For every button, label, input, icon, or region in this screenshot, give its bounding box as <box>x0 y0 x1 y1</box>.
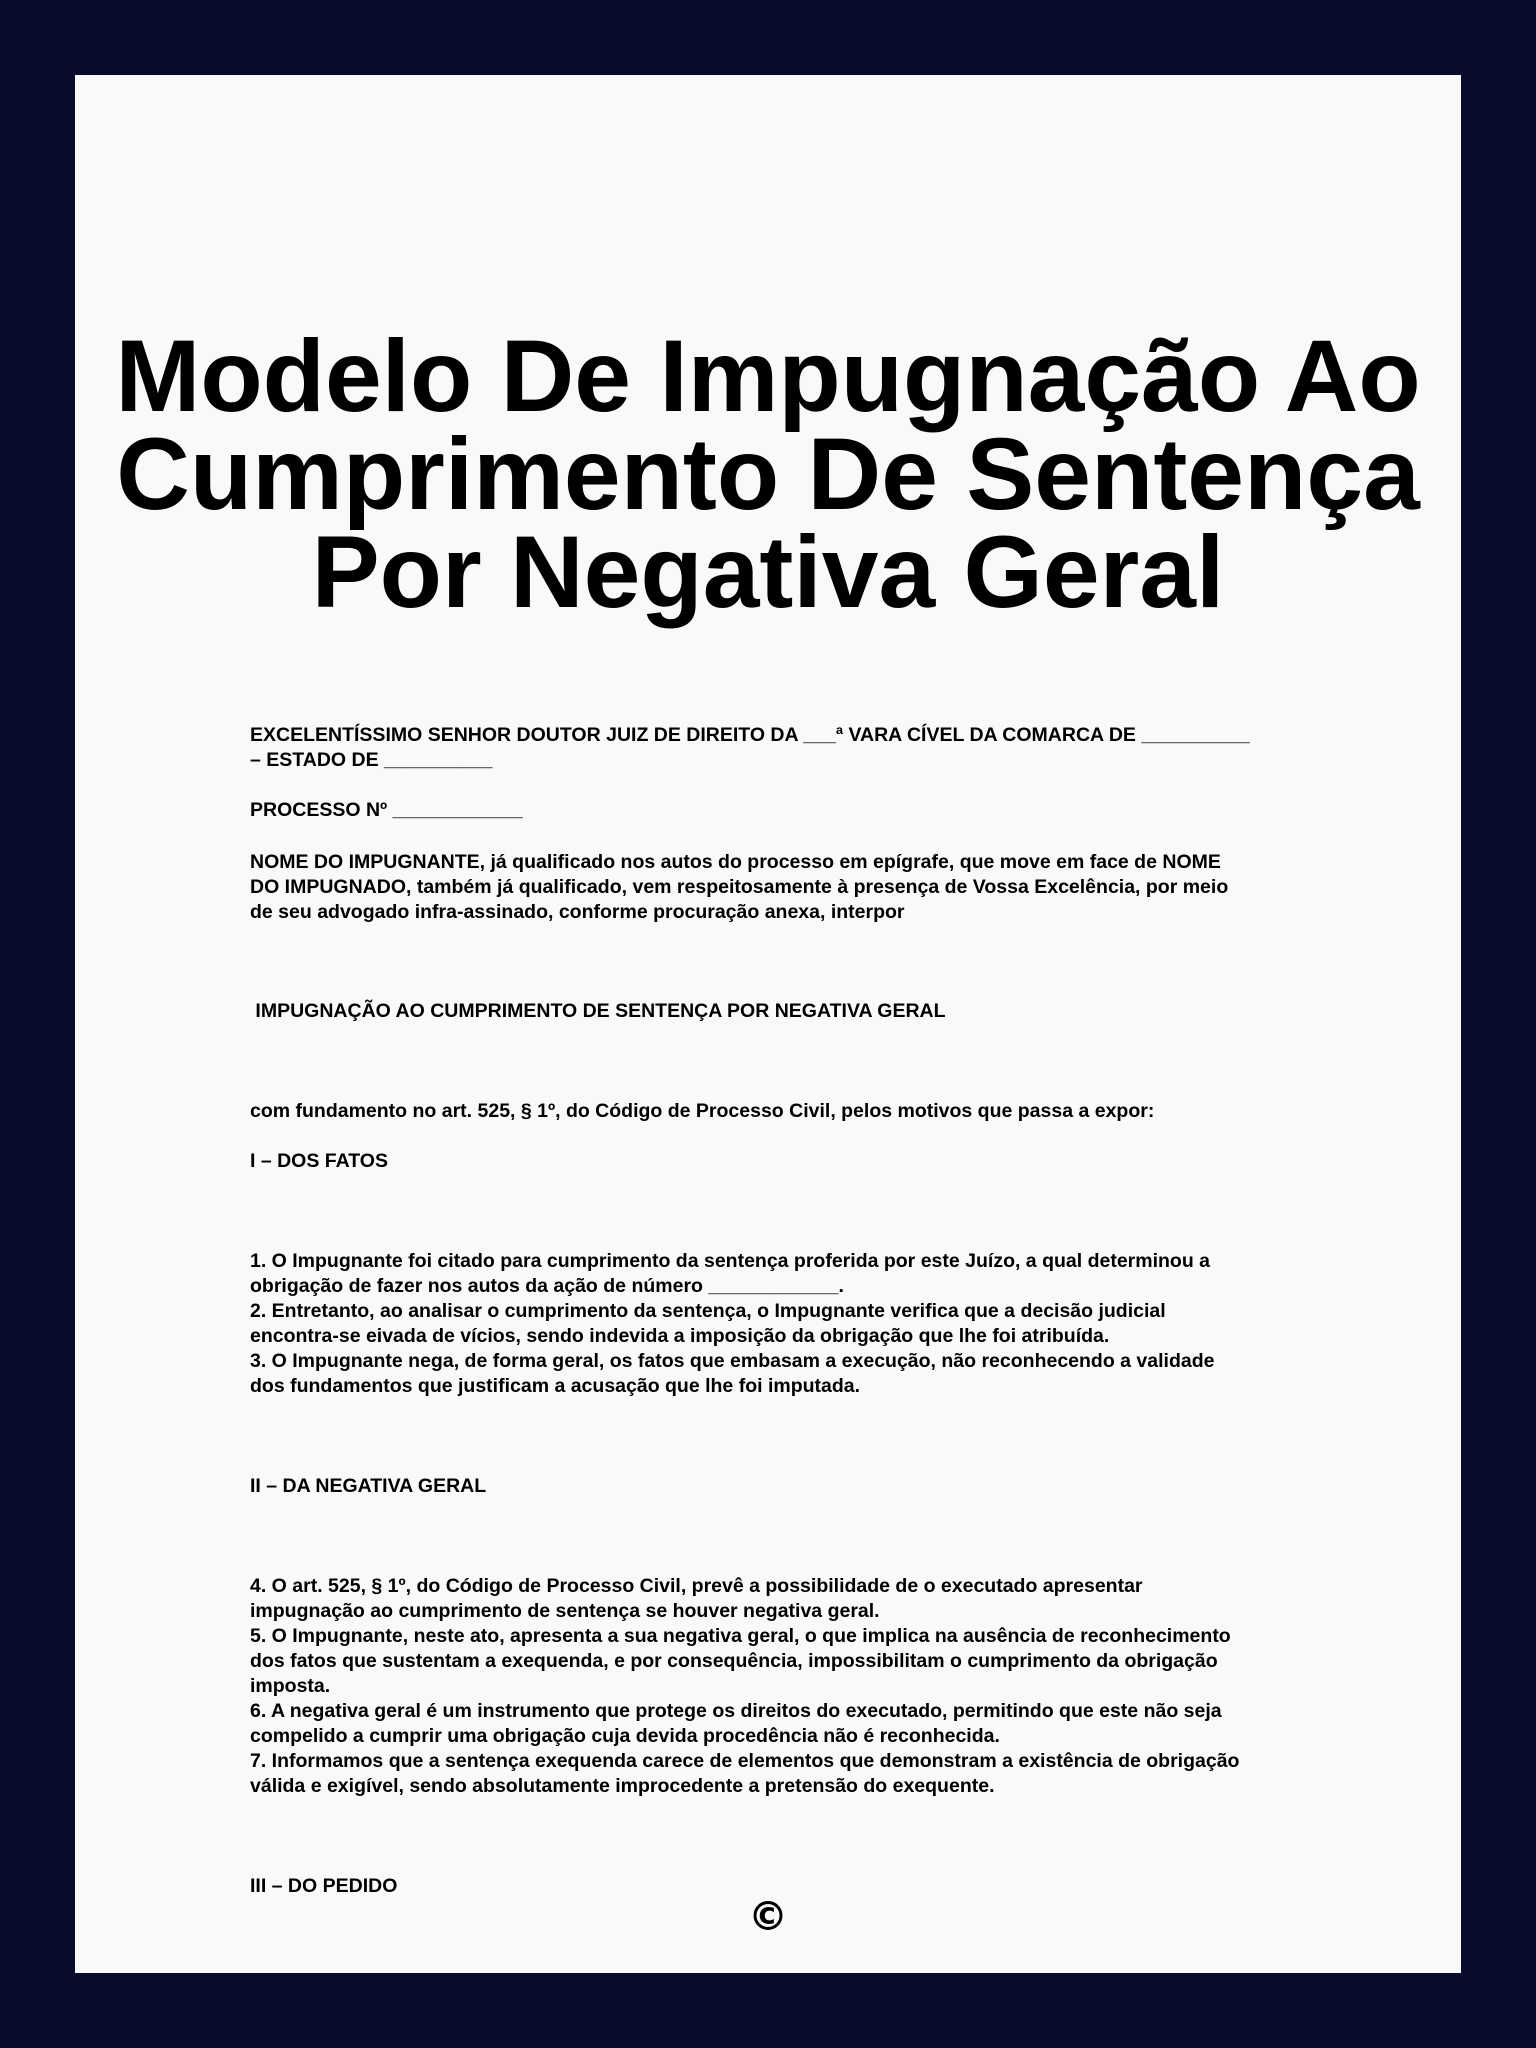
list-item: impugnação ao cumprimento de sentença se houver negativa geral. <box>250 1600 880 1622</box>
list-item: dos fatos que sustentam a exequenda, e por consequência, impossibilitam o cumprimento da obrigação <box>250 1650 1218 1672</box>
title-line: Modelo De Impugnação Ao <box>115 319 1421 433</box>
section-heading-text: II – DA NEGATIVA GERAL <box>250 1475 487 1497</box>
list-item: 6. A negativa geral é um instrumento que protege os direitos do executado, permitindo que este não seja <box>250 1700 1222 1722</box>
list-item: dos fundamentos que justificam a acusação que lhe foi imputada. <box>250 1375 861 1397</box>
section-negativa-items <box>250 1574 1290 1799</box>
foundation-paragraph <box>250 1099 1290 1124</box>
petition-title <box>250 999 1290 1024</box>
title-line: Cumprimento De Sentença <box>116 417 1420 531</box>
intro-paragraph <box>250 850 1290 925</box>
addressee-line: – ESTADO DE __________ <box>250 749 493 771</box>
document-title <box>75 319 1461 629</box>
list-item: encontra-se eivada de vícios, sendo indevida a imposição da obrigação que lhe foi atribuída. <box>250 1325 1110 1347</box>
list-item: 1. O Impugnante foi citado para cumprimento da sentença proferida por este Juízo, a qual determinou a <box>250 1250 1211 1272</box>
list-item: válida e exigível, sendo absolutamente improcedente a pretensão do exequente. <box>250 1775 995 1797</box>
list-item: 3. O Impugnante nega, de forma geral, os fatos que embasam a execução, não reconhecendo a validade <box>250 1350 1215 1372</box>
list-item: 5. O Impugnante, neste ato, apresenta a sua negativa geral, o que implica na ausência de reconhecimento <box>250 1625 1231 1647</box>
section-heading-negativa <box>250 1474 1290 1499</box>
foundation-text: com fundamento no art. 525, § 1º, do Código de Processo Civil, pelos motivos que passa a expor: <box>250 1100 1155 1122</box>
addressee <box>250 723 1290 773</box>
process-number-text: PROCESSO Nº ____________ <box>250 799 523 821</box>
list-item: 4. O art. 525, § 1º, do Código de Processo Civil, prevê a possibilidade de o executado apresentar <box>250 1575 1143 1597</box>
list-item: 2. Entretanto, ao analisar o cumprimento da sentença, o Impugnante verifica que a decisão judicial <box>250 1300 1166 1322</box>
list-item: compelido a cumprir uma obrigação cuja devida procedência não é reconhecida. <box>250 1725 1000 1747</box>
document-page <box>75 75 1461 1973</box>
intro-line: DO IMPUGNADO, também já qualificado, vem respeitosamente à presença de Vossa Excelência, por meio <box>250 876 1229 898</box>
addressee-line: EXCELENTÍSSIMO SENHOR DOUTOR JUIZ DE DIREITO DA ___ª VARA CÍVEL DA COMARCA DE __________ <box>250 724 1250 746</box>
intro-line: de seu advogado infra-assinado, conforme procuração anexa, interpor <box>250 901 905 923</box>
list-item: imposta. <box>250 1675 331 1697</box>
copyright-icon: © <box>748 1894 788 1940</box>
intro-line: NOME DO IMPUGNANTE, já qualificado nos autos do processo em epígrafe, que move em face de NOME <box>250 851 1221 873</box>
section-heading-text: III – DO PEDIDO <box>250 1875 398 1897</box>
section-heading-facts <box>250 1149 1290 1174</box>
list-item: 7. Informamos que a sentença exequenda carece de elementos que demonstram a existência de obrigação <box>250 1750 1240 1772</box>
process-number <box>250 798 1290 823</box>
title-line: Por Negativa Geral <box>311 515 1225 629</box>
petition-title-text: IMPUGNAÇÃO AO CUMPRIMENTO DE SENTENÇA POR NEGATIVA GERAL <box>250 1000 946 1022</box>
section-facts-items <box>250 1249 1290 1399</box>
list-item: obrigação de fazer nos autos da ação de número ____________. <box>250 1275 844 1297</box>
section-heading-text: I – DOS FATOS <box>250 1150 388 1172</box>
